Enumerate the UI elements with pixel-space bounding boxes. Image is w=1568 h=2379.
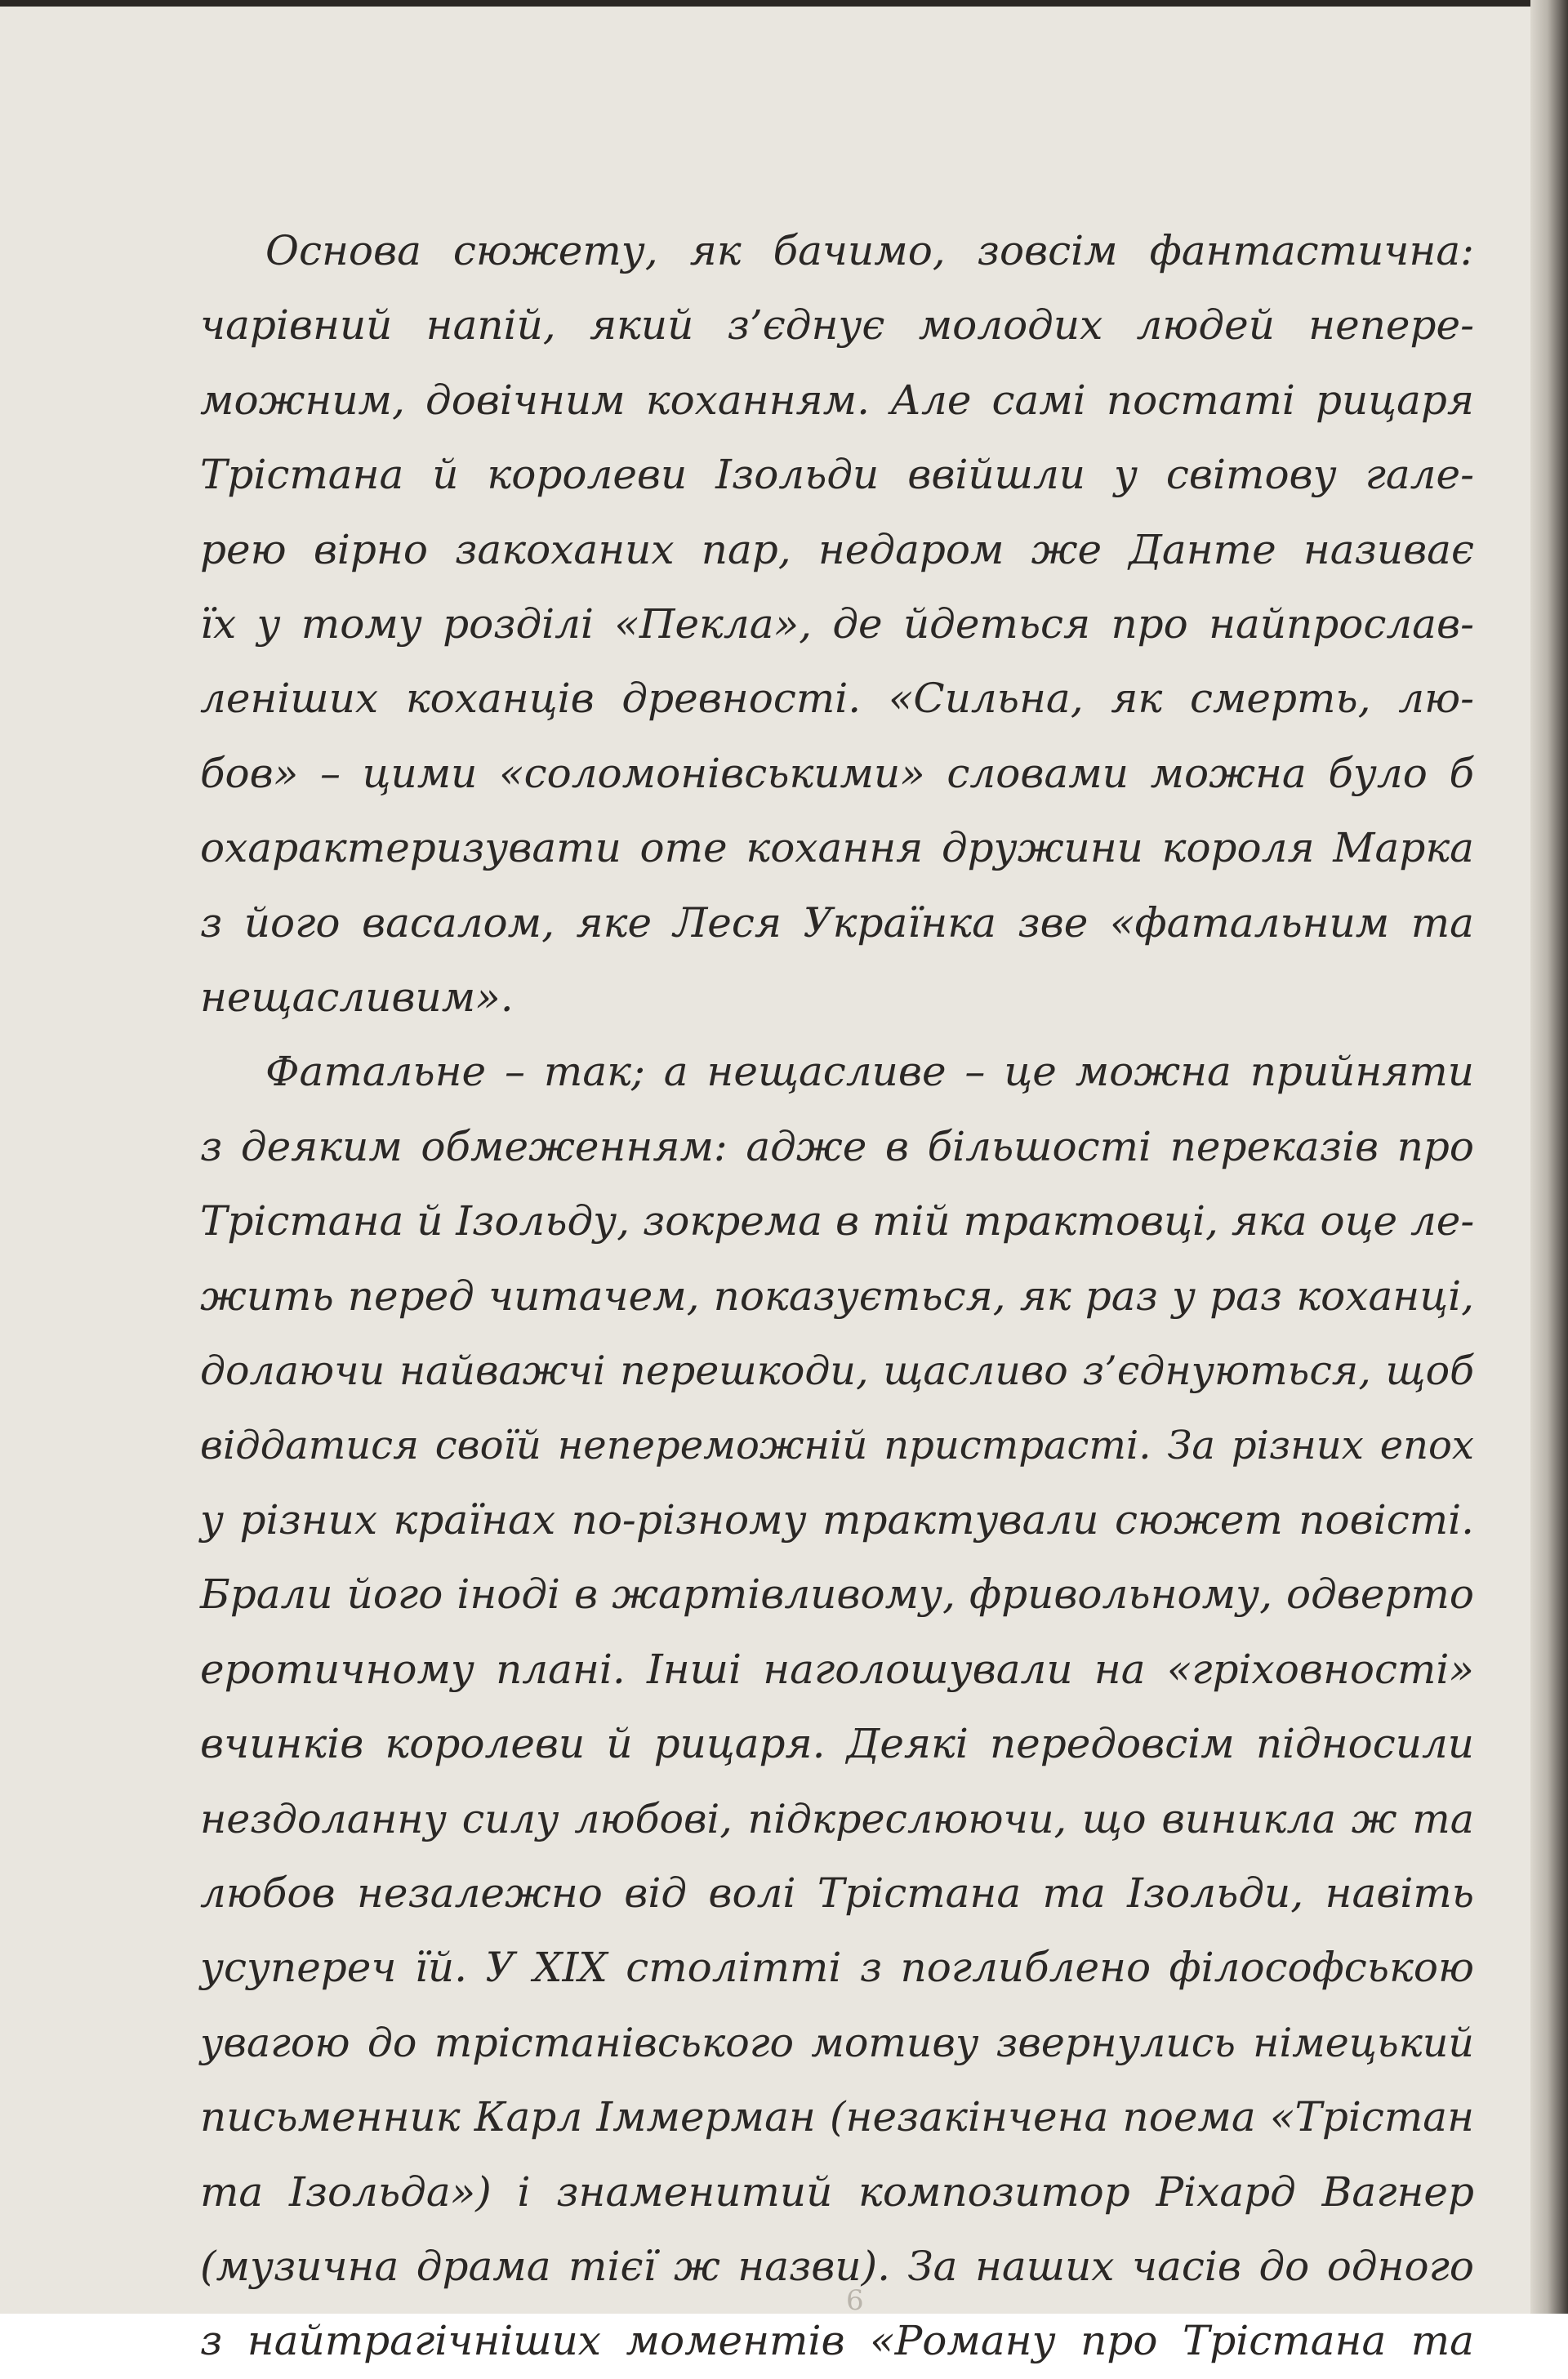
text-line: їх у тому розділі «Пекла», де йдеться про найпрослав- (200, 600, 1474, 648)
text-line: віддатися своїй непереможній пристрасті. За різних епох (200, 1422, 1474, 1468)
text-line: можним, довічним коханням. Але самі постаті рицаря (200, 376, 1474, 424)
text-line: Трістана й Ізольду, зокрема в тій трактовці, яка оце ле- (200, 1197, 1475, 1245)
text-line: з його васалом, яке Леся Українка зве «фатальним та (200, 898, 1474, 947)
paragraph-2 (200, 1035, 1474, 2378)
text-line: Трістана й королеви Ізольди ввійшли у світову гале- (200, 451, 1474, 499)
text-line: Основа сюжету, як бачимо, зовсім фантастична: (265, 227, 1474, 274)
text-line: жить перед читачем, показується, як раз у раз коханці, (200, 1272, 1474, 1320)
text-line: охарактеризувати оте кохання дружини короля Марка (200, 824, 1474, 872)
text-line: любов незалежно від волі Трістана та Ізольди, навіть (200, 1869, 1474, 1917)
text-line: леніших коханців древності. «Сильна, як смерть, лю- (200, 675, 1474, 723)
text-line: та Ізольда») і знаменитий композитор Ріхард Вагнер (200, 2167, 1474, 2216)
text-line: увагою до трістанівського мотиву звернулись німецький (200, 2019, 1474, 2066)
text-line: чарівний напій, який з’єднує молодих людей непере- (200, 301, 1474, 350)
text-line: еротичному плані. Інші наголошували на «гріховності» (200, 1645, 1474, 1693)
text-line: рею вірно закоханих пар, недаром же Данте називає (200, 525, 1474, 573)
text-line: бов» – цими «соломонівськими» словами можна було б (200, 749, 1474, 797)
text-line: Фатальне – так; а нещасливе – це можна прийняти (265, 1048, 1474, 1096)
text-line: долаючи найважчі перешкоди, щасливо з’єднуються, щоб (200, 1348, 1474, 1395)
text-line: нещасливим». (200, 973, 514, 1022)
text-line: з найтрагічніших моментів «Роману про Трістана та (200, 2317, 1474, 2365)
scanner-top-edge (0, 0, 1568, 7)
paragraph-1 (200, 214, 1474, 1035)
text-line: Брали його іноді в жартівливому, фривольному, одверто (200, 1570, 1474, 1619)
text-line: у різних країнах по-різному трактували сюжет повісті. (200, 1495, 1474, 1544)
text-line: усупереч їй. У XIX столітті з поглиблено філософською (200, 1944, 1474, 1992)
text-line: письменник Карл Іммерман (незакінчена поема «Трістан (200, 2093, 1474, 2141)
page-number: 6 (846, 2284, 864, 2317)
text-line: вчинків королеви й рицаря. Деякі передовсім підносили (200, 1720, 1474, 1768)
text-line: (музична драма тієї ж назви). За наших часів до одного (200, 2242, 1474, 2290)
text-line: з деяким обмеженням: адже в більшості переказів про (200, 1122, 1474, 1170)
page-body (200, 214, 1474, 2379)
text-line: нездоланну силу любові, підкреслюючи, що виникла ж та (200, 1795, 1474, 1842)
book-spine-shadow (1530, 0, 1568, 2314)
